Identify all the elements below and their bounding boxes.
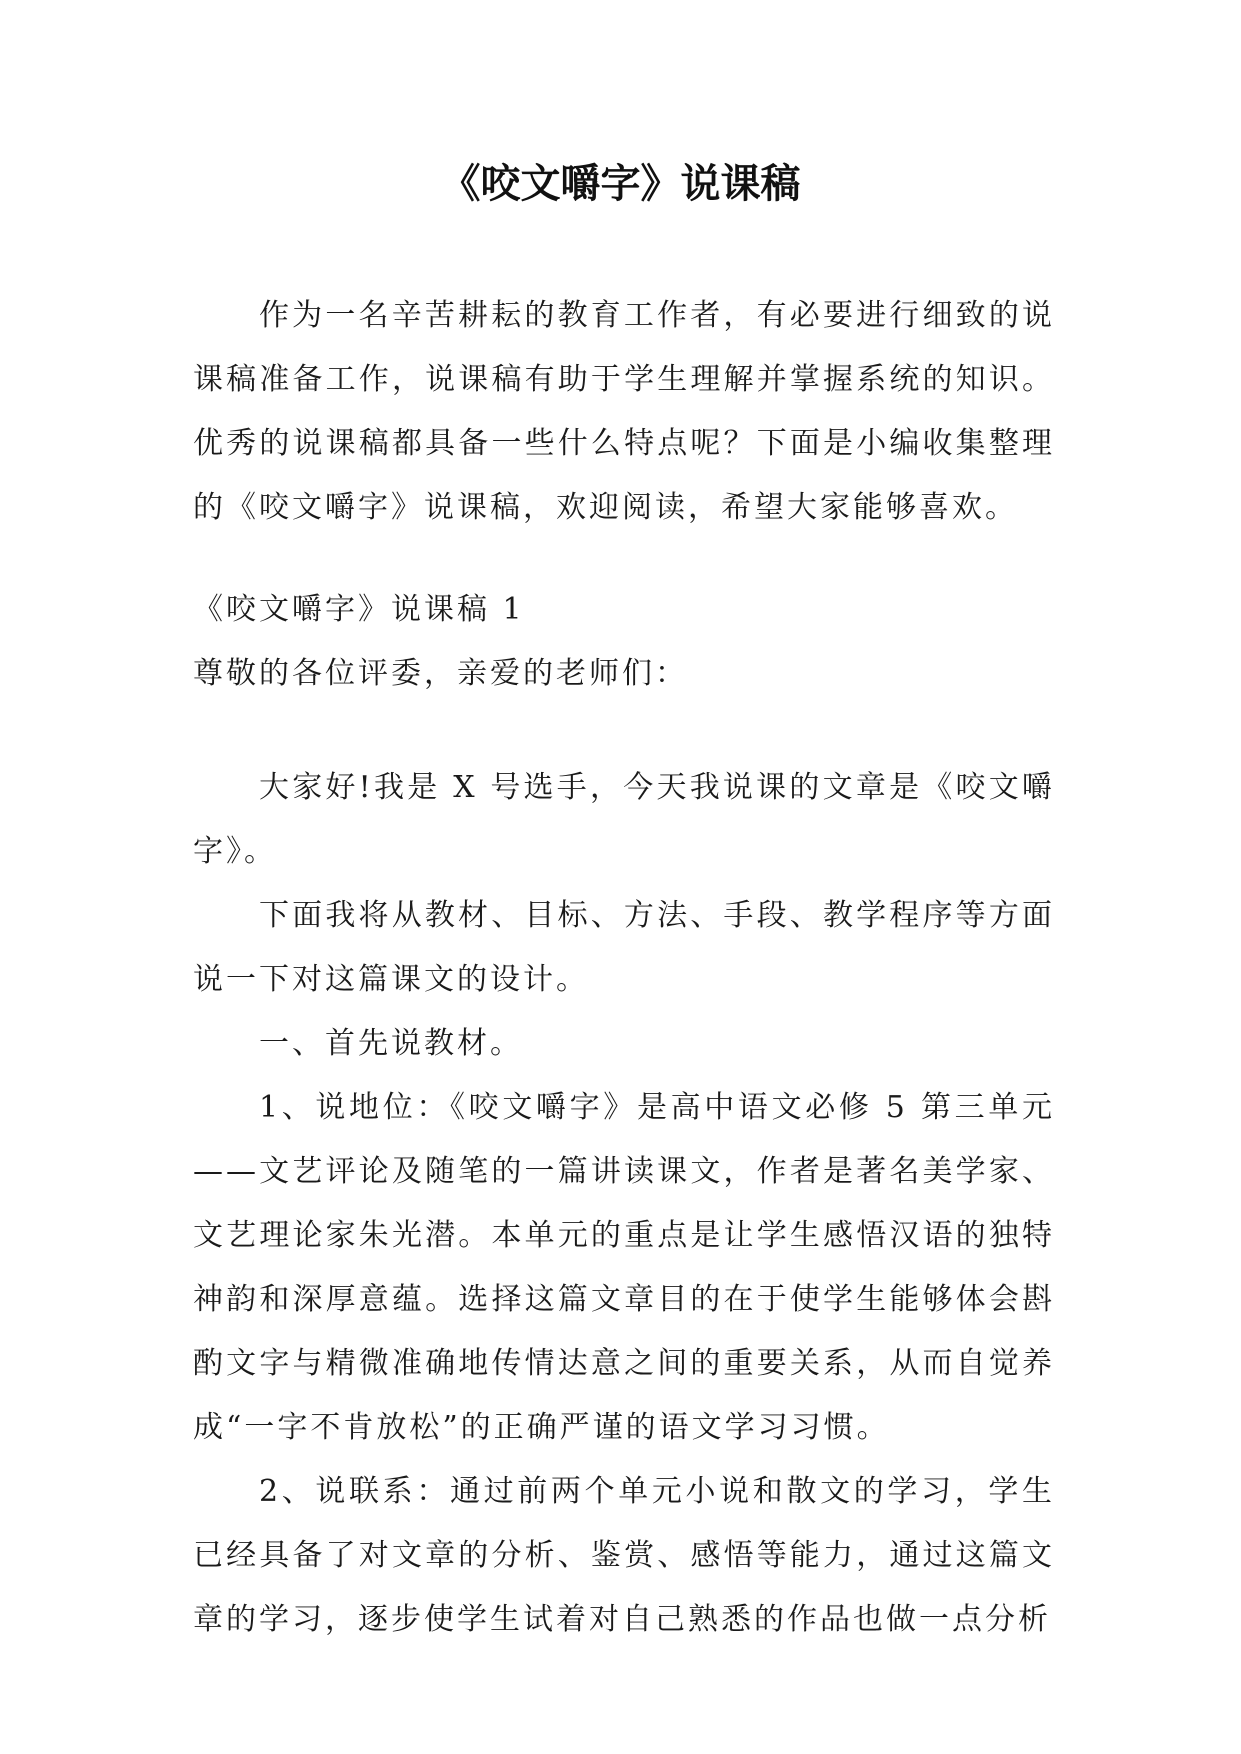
body-paragraph-3: 一、首先说教材。 xyxy=(259,1026,523,1061)
body-paragraph-1: 大家好!我是 X 号选手，今天我说课的文章是《咬文嚼字》。 xyxy=(193,770,1055,869)
greeting-line: 尊敬的各位评委，亲爱的老师们： xyxy=(193,656,688,691)
document-title: 《咬文嚼字》说课稿 xyxy=(440,161,801,207)
document-body xyxy=(193,284,1055,1652)
body-paragraph-5: 2、说联系：通过前两个单元小说和散文的学习，学生已经具备了对文章的分析、鉴赏、感悟等能力，通过这篇文章的学习，逐步使学生试着对自己熟悉的作品也做一点分析 xyxy=(193,1474,1055,1637)
body-paragraph-2: 下面我将从教材、目标、方法、手段、教学程序等方面说一下对这篇课文的设计。 xyxy=(193,898,1055,997)
body-paragraph-4: 1、说地位：《咬文嚼字》是高中语文必修 5 第三单元——文艺评论及随笔的一篇讲读课文，作者是著名美学家、文艺理论家朱光潜。本单元的重点是让学生感悟汉语的独特神韵和深厚意蕴。选择这篇文章目的在于使学生能够体会斟酌文字与精微准确地传情达意之间的重要关系，从而自觉养成“一字不肯放松”的正确严谨的语文学习习惯。 xyxy=(193,1090,1055,1445)
section-heading: 《咬文嚼字》说课稿 1 xyxy=(193,592,525,627)
intro-paragraph: 作为一名辛苦耕耘的教育工作者，有必要进行细致的说课稿准备工作，说课稿有助于学生理解并掌握系统的知识。优秀的说课稿都具备一些什么特点呢？下面是小编收集整理的《咬文嚼字》说课稿，欢迎阅读，希望大家能够喜欢。 xyxy=(193,298,1055,525)
